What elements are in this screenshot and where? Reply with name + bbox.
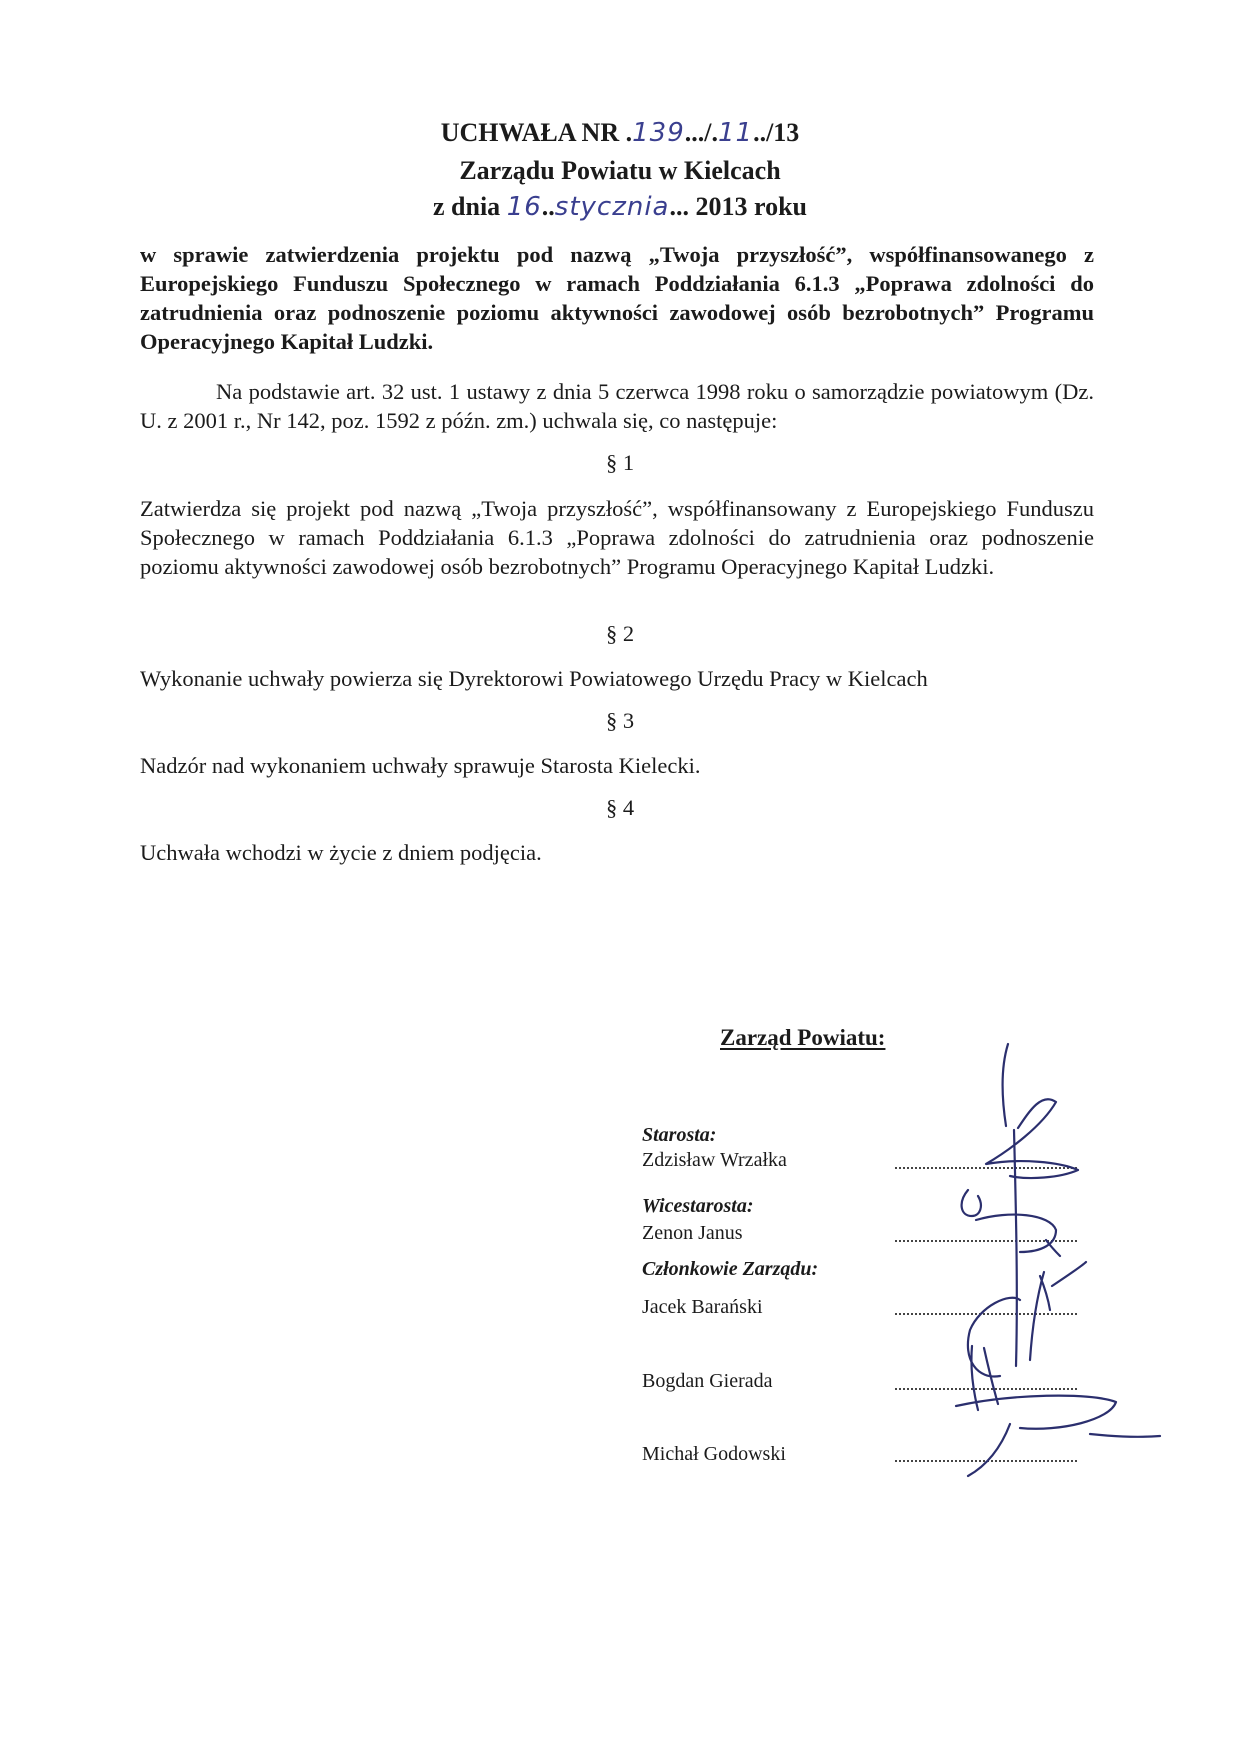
legal-basis: Na podstawie art. 32 ust. 1 ustawy z dnia 5 czerwca 1998 roku o samorządzie powiatowym (Dz. U. z 2001 r., Nr 142, poz. 1592 z późn. zm.) uchwala się, co następuje: xyxy=(140,379,1094,433)
signature-starosta xyxy=(986,1044,1078,1178)
section-4-text: Uchwała wchodzi w życie z dniem podjęcia. xyxy=(140,840,542,865)
members-role: Członkowie Zarządu: xyxy=(642,1258,819,1280)
signature-vice-starosta xyxy=(962,1190,1060,1256)
handwritten-session: 11 xyxy=(717,118,754,148)
issuer-line: Zarządu Powiatu w Kielcach xyxy=(459,156,781,185)
section-1-text: Zatwierdza się projekt pod nazwą „Twoja przyszłość”, współfinansowany z Europejskiego Funduszu Społecznego w ramach Poddziałania 6.1.3 „Poprawa zdolności do zatrudnienia oraz podnoszenie poziomu aktywności zawodowej osób bezrobotnych” Programu Operacyjnego Kapitał Ludzki. xyxy=(140,496,1094,579)
title-prefix: UCHWAŁA NR xyxy=(440,118,620,147)
member-name-2: Bogdan Gierada xyxy=(642,1370,773,1392)
signature-vertical-stroke xyxy=(1014,1130,1017,1366)
starosta-role: Starosta: xyxy=(642,1124,717,1146)
section-2-mark: § 2 xyxy=(605,621,635,646)
title-suffix: /13 xyxy=(766,118,800,147)
handwritten-signatures xyxy=(860,1030,1180,1490)
section-3-text: Nadzór nad wykonaniem uchwały sprawuje Starosta Kielecki. xyxy=(140,753,701,778)
handwritten-day: 16 xyxy=(506,192,542,222)
resolution-subject: w sprawie zatwierdzenia projektu pod nazwą „Twoja przyszłość”, współfinansowanego z Europejskiego Funduszu Społecznego w ramach Poddziałania 6.1.3 „Poprawa zdolności do zatrudnienia oraz podnoszenie poziomu aktywności zawodowej osób bezrobotnych” Programu Operacyjnego Kapitał Ludzki. xyxy=(140,242,1094,354)
member-name-3: Michał Godowski xyxy=(642,1443,786,1465)
section-4-mark: § 4 xyxy=(605,795,635,820)
handwritten-month: stycznia xyxy=(554,192,670,222)
section-1-mark: § 1 xyxy=(605,450,635,475)
section-3-mark: § 3 xyxy=(605,708,635,733)
vice-starosta-role: Wicestarosta: xyxy=(642,1195,754,1217)
vice-starosta-name: Zenon Janus xyxy=(642,1222,743,1244)
handwritten-number: 139 xyxy=(632,118,685,148)
starosta-name: Zdzisław Wrzałka xyxy=(642,1149,787,1171)
resolution-title: UCHWAŁA NR .139.../.11../13 xyxy=(440,118,800,148)
signature-member-2 xyxy=(956,1346,1160,1476)
member-name-1: Jacek Barański xyxy=(642,1296,763,1318)
board-title: Zarząd Powiatu: xyxy=(720,1025,886,1050)
date-line: z dnia 16..stycznia... 2013 roku xyxy=(433,192,807,222)
section-2-text: Wykonanie uchwały powierza się Dyrektorowi Powiatowego Urzędu Pracy w Kielcach xyxy=(140,666,928,691)
date-suffix: 2013 roku xyxy=(695,192,807,221)
date-prefix: z dnia xyxy=(433,192,501,221)
